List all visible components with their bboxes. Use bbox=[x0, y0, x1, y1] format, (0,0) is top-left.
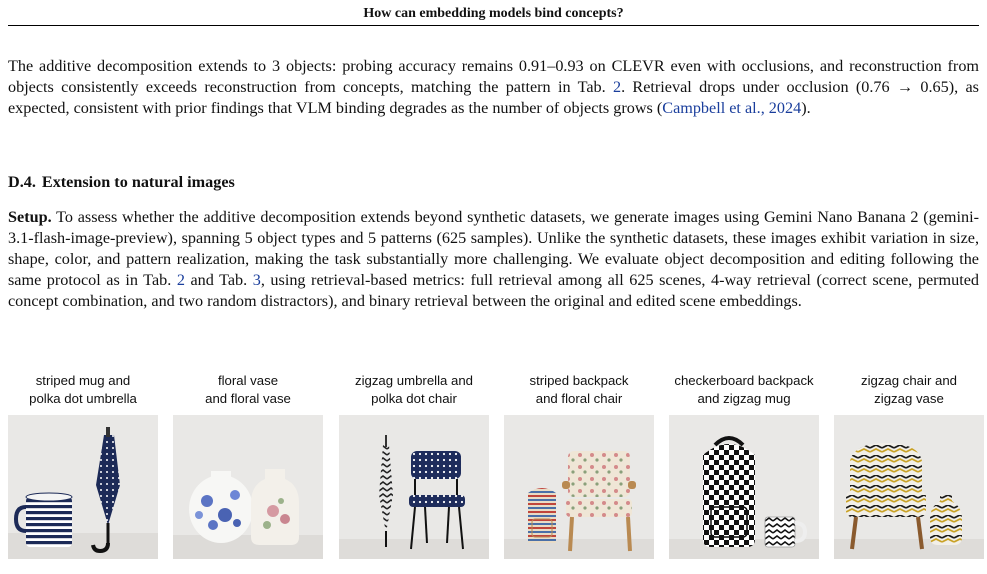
panel-caption bbox=[329, 372, 499, 408]
caption-line-2: zigzag vase bbox=[874, 391, 944, 406]
para2-text-b: and Tab. bbox=[184, 271, 253, 289]
para2-text-a: To assess whether the additive decomposition extends beyond synthetic datasets, we generate images using Gemini Nano Banana 2 (gemini-3.1-flash-image-preview), spanning 5 object types and 5 patterns (625 samples). Unlike the synthetic datasets, these images exhibit variation in size, shape, color, and pattern realization, making the task substantially more challenging. We evaluate object decomposition and editing following the same protocol as in Tab. bbox=[8, 208, 979, 289]
caption-line-1: striped mug and bbox=[35, 373, 131, 388]
checker-backpack-zigzag-mug-image bbox=[669, 415, 819, 559]
caption-line-1: zigzag umbrella and bbox=[354, 373, 474, 388]
caption-line-2: and floral vase bbox=[205, 391, 291, 406]
striped-backpack-floral-chair-image bbox=[504, 415, 654, 559]
caption-line-2: and zigzag mug bbox=[697, 391, 791, 406]
paragraph-setup bbox=[8, 207, 979, 312]
caption-line-2: polka dot chair bbox=[371, 391, 457, 406]
caption-line-1: checkerboard backpack bbox=[674, 373, 814, 388]
figure-panel-1 bbox=[8, 372, 158, 574]
tab2-reference-link[interactable]: 2 bbox=[176, 271, 185, 289]
caption-line-1: floral vase bbox=[217, 373, 279, 388]
figure-panel-4 bbox=[504, 372, 654, 574]
para1-text-c: ). bbox=[801, 99, 811, 117]
caption-line-2: and floral chair bbox=[535, 391, 623, 406]
para1-text-b: . Retrieval drops under occlusion (0.76 → 0.65), as expected, consistent with prior findings that VLM binding degrades as the number of objects grows ( bbox=[8, 78, 979, 117]
example-images-figure bbox=[0, 372, 987, 574]
caption-line-2: polka dot umbrella bbox=[29, 391, 137, 406]
section-number: D.4. bbox=[8, 173, 36, 191]
paragraph-occlusion-results bbox=[8, 56, 979, 119]
setup-lead: Setup. bbox=[8, 208, 52, 226]
panel-caption bbox=[824, 372, 987, 408]
section-title: Extension to natural images bbox=[41, 173, 235, 191]
panel-caption bbox=[163, 372, 333, 408]
floral-vases-image bbox=[173, 415, 323, 559]
para1-text-a: The additive decomposition extends to 3 objects: probing accuracy remains 0.91–0.93 on CLEVR even with occlusions, and reconstruction from objects consistently exceeds reconstruction from concepts, matching the pattern in Tab. bbox=[8, 57, 979, 96]
tab2-reference-link[interactable]: 2 bbox=[612, 78, 622, 96]
caption-line-1: striped backpack bbox=[529, 373, 629, 388]
panel-caption bbox=[659, 372, 829, 408]
tab3-reference-link[interactable]: 3 bbox=[252, 271, 261, 289]
striped-mug-umbrella-image bbox=[8, 415, 158, 559]
figure-panel-2 bbox=[173, 372, 323, 574]
figure-panel-5 bbox=[669, 372, 819, 574]
header-rule bbox=[8, 25, 979, 26]
panel-caption bbox=[494, 372, 664, 408]
campbell-citation-link[interactable]: Campbell et al., 2024 bbox=[662, 99, 802, 117]
panel-caption bbox=[0, 372, 168, 408]
section-heading bbox=[8, 173, 235, 192]
para2-text-c: , using retrieval-based metrics: full retrieval among all 625 scenes, 4-way retrieval (correct scene, permuted concept combination, and two random distractors), and binary retrieval between the original and edited scene embeddings. bbox=[8, 271, 979, 310]
figure-panel-3 bbox=[339, 372, 489, 574]
zigzag-umbrella-chair-image bbox=[339, 415, 489, 559]
figure-panel-6 bbox=[834, 372, 984, 574]
running-head: How can embedding models bind concepts? bbox=[363, 6, 624, 21]
zigzag-chair-vase-image bbox=[834, 415, 984, 559]
caption-line-1: zigzag chair and bbox=[860, 373, 958, 388]
